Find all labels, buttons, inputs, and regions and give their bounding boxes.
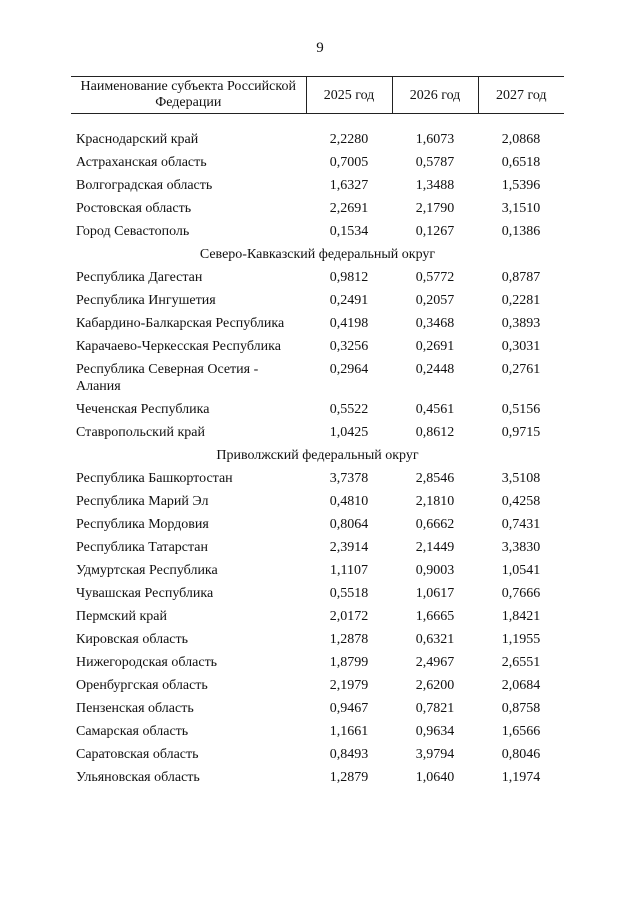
value-2027-cell: 0,9715 bbox=[501, 425, 541, 440]
table-row bbox=[71, 582, 564, 605]
value-2026-cell: 0,2691 bbox=[415, 339, 455, 354]
value-2025-cell: 0,1534 bbox=[329, 224, 369, 239]
value-2025-cell: 0,8493 bbox=[329, 747, 369, 762]
value-2026-cell: 1,3488 bbox=[415, 178, 455, 193]
table-body bbox=[71, 114, 564, 790]
value-2026-cell: 2,1790 bbox=[415, 201, 455, 216]
subject-name-cell: Республика Ингушетия bbox=[76, 293, 216, 308]
table-row bbox=[71, 559, 564, 582]
header-year-2025: 2025 год bbox=[306, 77, 392, 114]
subject-name-cell: Республика Дагестан bbox=[76, 270, 203, 285]
value-2027-cell: 2,6551 bbox=[501, 655, 541, 670]
value-2027-cell: 0,2761 bbox=[501, 362, 541, 377]
value-2025-cell: 1,1107 bbox=[330, 563, 368, 578]
value-2025-cell: 3,7378 bbox=[329, 471, 369, 486]
table-row bbox=[71, 398, 564, 421]
table-row bbox=[71, 266, 564, 289]
header-year-2026: 2026 год bbox=[392, 77, 478, 114]
table-row bbox=[71, 358, 564, 398]
table-row bbox=[71, 628, 564, 651]
page-number: 9 bbox=[316, 40, 324, 56]
subject-name-cell: Пензенская область bbox=[76, 701, 194, 716]
value-2026-cell: 1,6073 bbox=[415, 132, 455, 147]
value-2025-cell: 0,5518 bbox=[329, 586, 369, 601]
value-2025-cell: 1,8799 bbox=[329, 655, 369, 670]
subject-name-cell: Краснодарский край bbox=[76, 132, 199, 147]
region-heading: Северо-Кавказский федеральный округ bbox=[199, 247, 436, 262]
header-subject-name: Наименование субъекта Российской Федерации bbox=[71, 77, 306, 114]
value-2027-cell: 0,2281 bbox=[501, 293, 541, 308]
subject-name-cell: Кабардино-Балкарская Республика bbox=[76, 316, 285, 331]
table-row bbox=[71, 151, 564, 174]
table-row bbox=[71, 421, 564, 444]
table-row bbox=[71, 674, 564, 697]
value-2026-cell: 1,0617 bbox=[415, 586, 455, 601]
value-2027-cell: 1,0541 bbox=[501, 563, 541, 578]
value-2025-cell: 0,9812 bbox=[329, 270, 369, 285]
table-row bbox=[71, 312, 564, 335]
value-2025-cell: 2,3914 bbox=[329, 540, 369, 555]
value-2026-cell: 0,5772 bbox=[415, 270, 455, 285]
value-2027-cell: 0,4258 bbox=[501, 494, 541, 509]
table-row bbox=[71, 766, 564, 789]
value-2027-cell: 3,1510 bbox=[501, 201, 541, 216]
value-2025-cell: 2,2280 bbox=[329, 132, 369, 147]
subject-name-cell: Пермский край bbox=[76, 609, 167, 624]
table-header bbox=[71, 77, 564, 114]
value-2025-cell: 1,0425 bbox=[329, 425, 369, 440]
table-row bbox=[71, 289, 564, 312]
table-row bbox=[71, 513, 564, 536]
value-2027-cell: 3,3830 bbox=[501, 540, 541, 555]
subject-name-cell: Республика Северная Осетия - Алания bbox=[76, 362, 259, 394]
region-heading-row bbox=[71, 444, 564, 467]
value-2026-cell: 1,6665 bbox=[415, 609, 455, 624]
subject-name-cell: Ростовская область bbox=[76, 201, 192, 216]
subject-name-cell: Республика Татарстан bbox=[76, 540, 209, 555]
value-2026-cell: 0,9634 bbox=[415, 724, 455, 739]
value-2025-cell: 0,3256 bbox=[329, 339, 369, 354]
table-row bbox=[71, 490, 564, 513]
value-2025-cell: 0,5522 bbox=[329, 402, 369, 417]
value-2026-cell: 0,2057 bbox=[415, 293, 455, 308]
subject-name-cell: Республика Марий Эл bbox=[76, 494, 209, 509]
value-2026-cell: 2,1810 bbox=[415, 494, 455, 509]
value-2026-cell: 0,9003 bbox=[415, 563, 455, 578]
subject-name-cell: Астраханская область bbox=[76, 155, 207, 170]
value-2026-cell: 2,4967 bbox=[415, 655, 455, 670]
value-2027-cell: 0,3893 bbox=[501, 316, 541, 331]
value-2025-cell: 2,0172 bbox=[329, 609, 369, 624]
value-2027-cell: 0,1386 bbox=[501, 224, 541, 239]
subject-name-cell: Волгоградская область bbox=[76, 178, 213, 193]
value-2027-cell: 0,7431 bbox=[501, 517, 541, 532]
value-2025-cell: 0,7005 bbox=[329, 155, 369, 170]
value-2027-cell: 0,6518 bbox=[501, 155, 541, 170]
value-2026-cell: 0,6662 bbox=[415, 517, 455, 532]
value-2026-cell: 0,3468 bbox=[415, 316, 455, 331]
subject-name-cell: Чувашская Республика bbox=[76, 586, 214, 601]
value-2026-cell: 0,4561 bbox=[415, 402, 455, 417]
value-2027-cell: 0,8758 bbox=[501, 701, 541, 716]
subject-name-cell: Оренбургская область bbox=[76, 678, 208, 693]
subject-name-cell: Нижегородская область bbox=[76, 655, 218, 670]
value-2026-cell: 2,1449 bbox=[415, 540, 455, 555]
value-2025-cell: 1,2879 bbox=[329, 770, 369, 785]
header-row bbox=[71, 77, 564, 114]
value-2027-cell: 1,1974 bbox=[501, 770, 541, 785]
subject-name-cell: Ставропольский край bbox=[76, 425, 205, 440]
value-2027-cell: 3,5108 bbox=[501, 471, 541, 486]
value-2026-cell: 0,6321 bbox=[415, 632, 455, 647]
value-2025-cell: 1,1661 bbox=[329, 724, 369, 739]
subject-name-cell: Город Севастополь bbox=[76, 224, 190, 239]
value-2025-cell: 1,2878 bbox=[329, 632, 369, 647]
table-row bbox=[71, 197, 564, 220]
value-2027-cell: 2,0684 bbox=[501, 678, 541, 693]
subject-name-cell: Карачаево-Черкесская Республика bbox=[76, 339, 281, 354]
value-2026-cell: 0,7821 bbox=[415, 701, 455, 716]
value-2025-cell: 2,1979 bbox=[329, 678, 369, 693]
value-2025-cell: 0,4810 bbox=[329, 494, 369, 509]
value-2025-cell: 0,2491 bbox=[329, 293, 369, 308]
value-2026-cell: 2,8546 bbox=[415, 471, 455, 486]
value-2027-cell: 0,5156 bbox=[501, 402, 541, 417]
region-heading-row bbox=[71, 243, 564, 266]
table-row bbox=[71, 743, 564, 766]
subject-name-cell: Удмуртская Республика bbox=[76, 563, 218, 578]
table-row bbox=[71, 720, 564, 743]
table-row bbox=[71, 335, 564, 358]
value-2027-cell: 1,6566 bbox=[501, 724, 541, 739]
value-2025-cell: 0,9467 bbox=[329, 701, 369, 716]
table-row bbox=[71, 174, 564, 197]
value-2025-cell: 2,2691 bbox=[329, 201, 369, 216]
value-2026-cell: 3,9794 bbox=[415, 747, 455, 762]
subsidy-table bbox=[71, 76, 564, 789]
value-2027-cell: 0,3031 bbox=[501, 339, 541, 354]
table-row bbox=[71, 467, 564, 490]
table-row bbox=[71, 220, 564, 243]
value-2026-cell: 1,0640 bbox=[415, 770, 455, 785]
value-2025-cell: 1,6327 bbox=[329, 178, 369, 193]
value-2027-cell: 2,0868 bbox=[501, 132, 541, 147]
table-row bbox=[71, 697, 564, 720]
table-row bbox=[71, 536, 564, 559]
value-2026-cell: 0,5787 bbox=[415, 155, 455, 170]
value-2027-cell: 0,8787 bbox=[501, 270, 541, 285]
subject-name-cell: Ульяновская область bbox=[76, 770, 200, 785]
subject-name-cell: Республика Башкортостан bbox=[76, 471, 233, 486]
value-2025-cell: 0,4198 bbox=[329, 316, 369, 331]
subject-name-cell: Республика Мордовия bbox=[76, 517, 209, 532]
value-2027-cell: 0,7666 bbox=[501, 586, 541, 601]
region-heading: Приволжский федеральный округ bbox=[216, 448, 419, 463]
table-row bbox=[71, 128, 564, 151]
subject-name-cell: Саратовская область bbox=[76, 747, 199, 762]
value-2026-cell: 2,6200 bbox=[415, 678, 455, 693]
value-2026-cell: 0,1267 bbox=[415, 224, 455, 239]
header-year-2027: 2027 год bbox=[478, 77, 564, 114]
table-row bbox=[71, 605, 564, 628]
value-2025-cell: 0,8064 bbox=[329, 517, 369, 532]
value-2027-cell: 1,8421 bbox=[501, 609, 541, 624]
value-2025-cell: 0,2964 bbox=[329, 362, 369, 377]
value-2026-cell: 0,8612 bbox=[415, 425, 455, 440]
header-spacer bbox=[71, 114, 564, 129]
subject-name-cell: Кировская область bbox=[76, 632, 189, 647]
subject-name-cell: Самарская область bbox=[76, 724, 189, 739]
subject-name-cell: Чеченская Республика bbox=[76, 402, 210, 417]
value-2026-cell: 0,2448 bbox=[415, 362, 455, 377]
value-2027-cell: 1,5396 bbox=[501, 178, 541, 193]
table-row bbox=[71, 651, 564, 674]
value-2027-cell: 1,1955 bbox=[501, 632, 541, 647]
value-2027-cell: 0,8046 bbox=[501, 747, 541, 762]
